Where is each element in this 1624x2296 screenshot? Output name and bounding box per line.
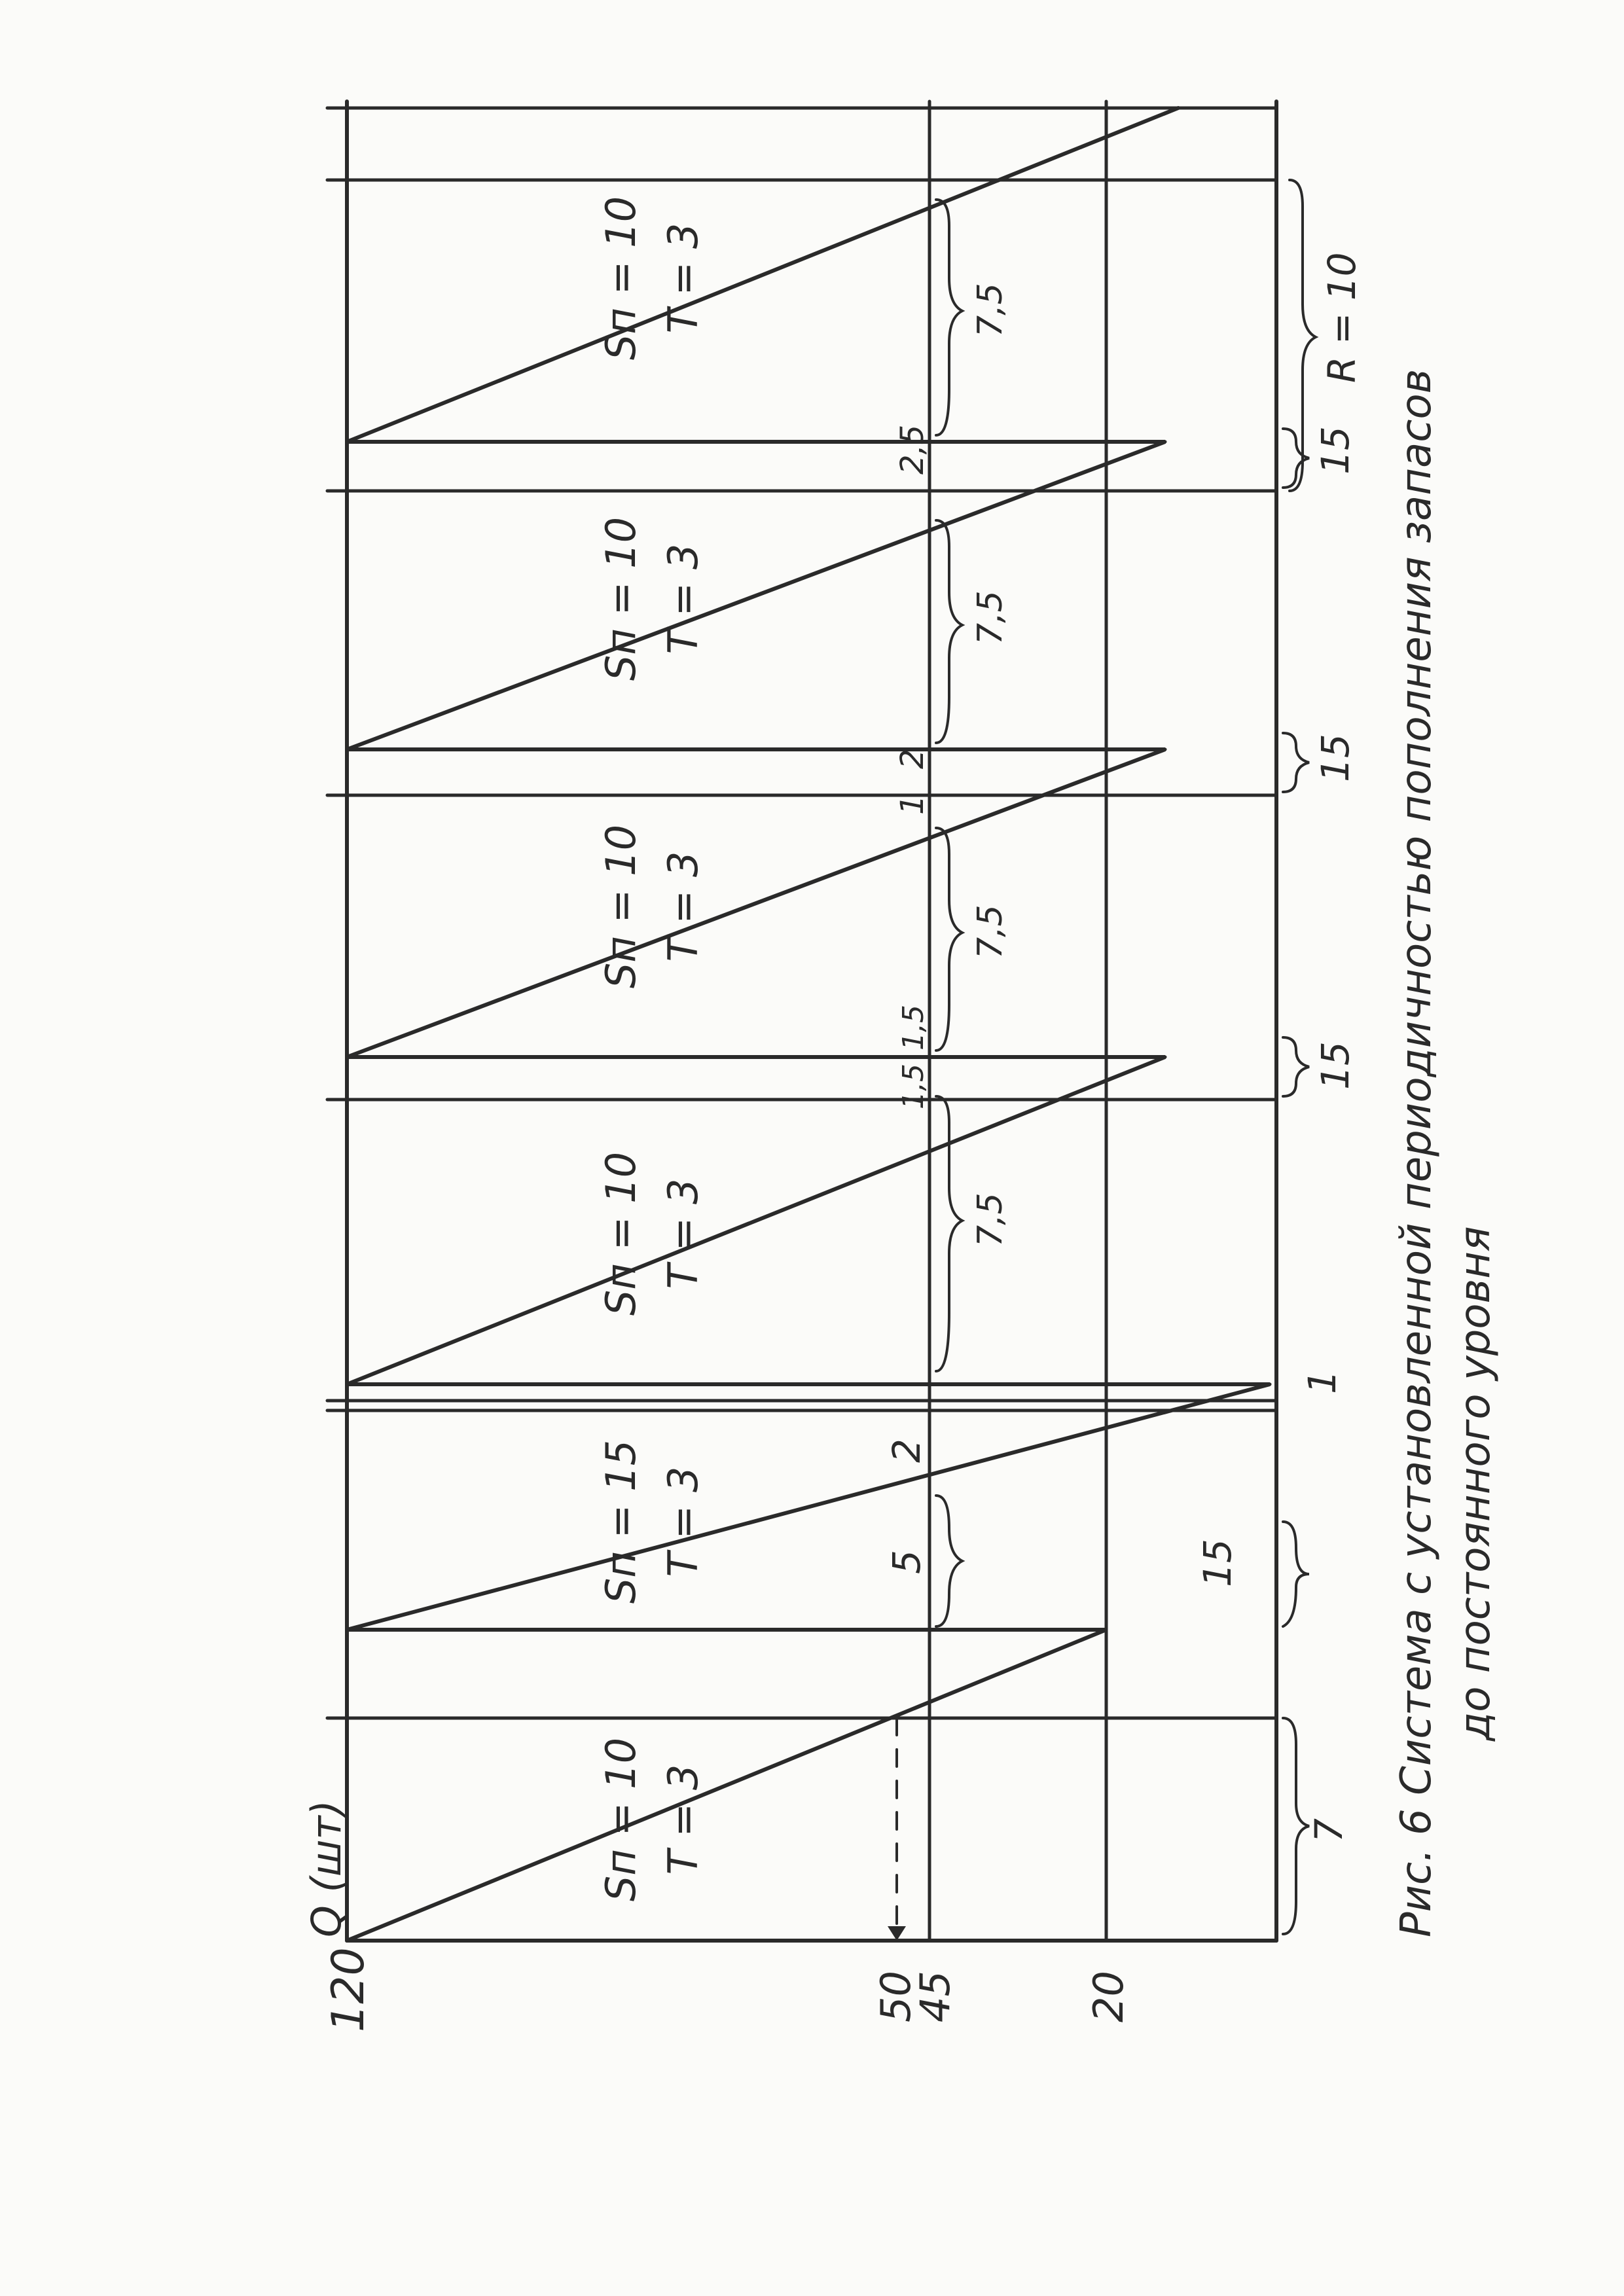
lead-time-label: 7,5 xyxy=(971,590,1010,645)
cycle-t-label: T = 3 xyxy=(659,851,707,962)
cycle-sp-label: Sп = 10 xyxy=(597,1737,645,1902)
brace-icon xyxy=(1283,1037,1309,1096)
deviation-label: 2,5 xyxy=(894,424,931,475)
brace-icon xyxy=(1290,180,1316,491)
inventory-plot xyxy=(327,101,1364,1941)
deviation-label: 2 xyxy=(894,749,931,769)
cycle-t-label: T = 3 xyxy=(659,1178,707,1289)
brace-icon xyxy=(936,1096,962,1371)
short-label: 1 xyxy=(1300,1370,1344,1394)
cycle-sp-label: Sп = 10 xyxy=(597,516,645,681)
figure-caption-line2: до постоянного уровня xyxy=(1451,1226,1500,1741)
arrow-icon xyxy=(888,1926,906,1941)
lead-time-label: 7 xyxy=(1307,1818,1351,1842)
brace-icon xyxy=(1283,1718,1309,1934)
cycle-sp-label: Sп = 10 xyxy=(597,824,645,989)
deviation-label: 1,5 xyxy=(897,1005,930,1050)
y-tick-label: 120 xyxy=(323,1947,374,2032)
consumption-label: 15 xyxy=(1195,1539,1240,1587)
y-tick-label: 45 xyxy=(911,1971,959,2022)
cycle-t-label: T = 3 xyxy=(659,1466,707,1577)
cycle-t-label: T = 3 xyxy=(659,223,707,334)
cycle-t-label: T = 3 xyxy=(659,543,707,655)
cycle-sp-label: Sп = 15 xyxy=(597,1439,645,1604)
lead-time-label: 7,5 xyxy=(971,905,1010,959)
y-tick-label: 50 xyxy=(872,1971,920,2022)
axis-title: Q (шт) xyxy=(302,1800,350,1937)
figure-caption: Рис. 6 Система с установленной периодичностью пополнения запасов xyxy=(1392,368,1441,1937)
brace-icon xyxy=(1283,1522,1309,1626)
brace-icon xyxy=(1283,733,1309,792)
brace-icon xyxy=(1283,429,1309,488)
lead-time-label: 7,5 xyxy=(971,283,1010,337)
brace-icon xyxy=(936,1496,962,1626)
consumption-label: 15 xyxy=(1313,1041,1358,1090)
deficit-label: 2 xyxy=(884,1439,929,1463)
reorder-interval-label: R = 10 xyxy=(1320,252,1364,383)
lead-time-label: 5 xyxy=(884,1550,929,1574)
cycle-sp-label: Sп = 10 xyxy=(597,1151,645,1316)
brace-icon xyxy=(936,520,962,743)
deviation-label: 1 xyxy=(894,795,931,815)
consumption-label: 15 xyxy=(1313,426,1358,475)
cycle-t-label: T = 3 xyxy=(659,1764,707,1875)
lead-time-label: 7,5 xyxy=(971,1193,1010,1247)
deviation-label: 1,5 xyxy=(897,1064,930,1109)
y-tick-label: 20 xyxy=(1085,1971,1132,2022)
brace-icon xyxy=(936,200,962,435)
stock-level-curve xyxy=(347,108,1270,1941)
brace-icon xyxy=(936,828,962,1050)
cycle-sp-label: Sп = 10 xyxy=(597,196,645,361)
consumption-label: 15 xyxy=(1313,734,1358,782)
